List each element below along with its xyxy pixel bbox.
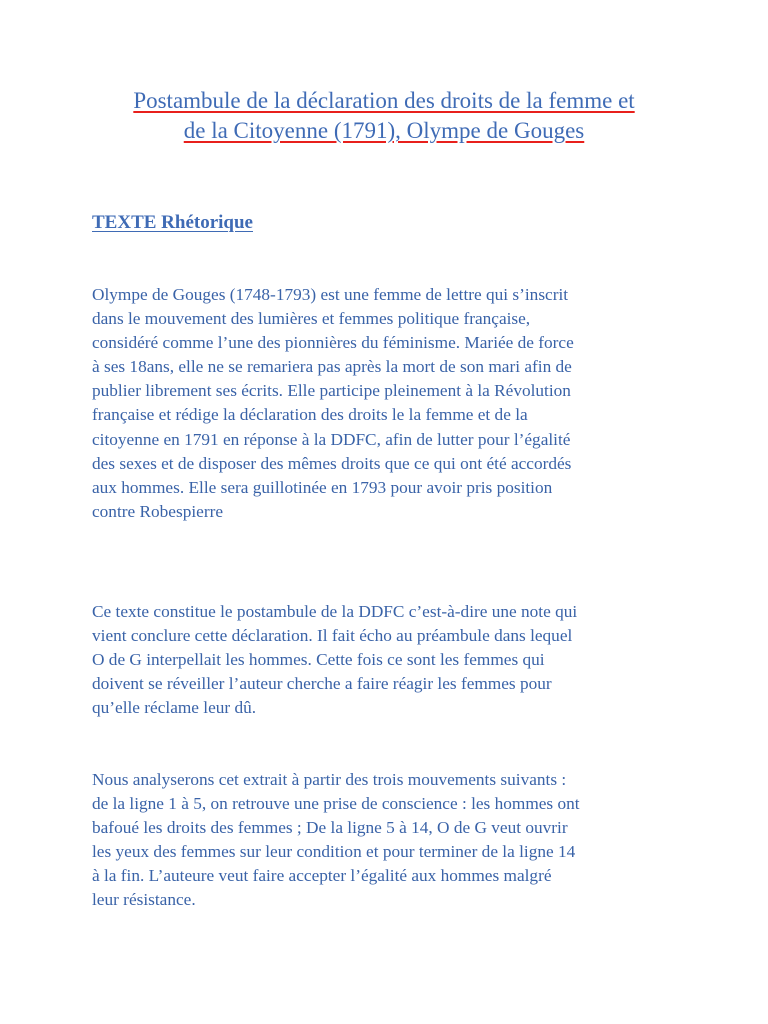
paragraph-line: dans le mouvement des lumières et femmes politique française, (92, 309, 531, 329)
paragraph-line: leur résistance. (92, 890, 196, 910)
paragraph-context (92, 600, 692, 720)
paragraph-line: Ce texte constitue le postambule de la DDFC c’est-à-dire une note qui (92, 602, 578, 621)
paragraph-line: considéré comme l’une des pionnières du féminisme. Mariée de force (92, 333, 574, 353)
paragraph-line: bafoué les droits des femmes ; De la ligne 5 à 14, O de G veut ouvrir (92, 818, 568, 838)
title-line-1: Postambule de la déclaration des droits de la femme et (133, 88, 635, 113)
paragraph-line: Olympe de Gouges (1748-1793) est une femme de lettre qui s’inscrit (92, 285, 569, 304)
paragraph-line: des sexes et de disposer des mêmes droits que ce qui ont été accordés (92, 453, 572, 473)
paragraph-biography (92, 283, 692, 524)
paragraph-line: contre Robespierre (92, 501, 223, 521)
paragraph-line: les yeux des femmes sur leur condition et pour terminer de la ligne 14 (92, 842, 576, 862)
paragraph-line: à ses 18ans, elle ne se remariera pas après la mort de son mari afin de (92, 357, 572, 377)
document-title (0, 86, 768, 146)
paragraph-line: qu’elle réclame leur dû. (92, 698, 257, 718)
paragraph-line: française et rédige la déclaration des droits le la femme et de la (92, 405, 528, 425)
paragraph-line: aux hommes. Elle sera guillotinée en 1793 pour avoir pris position (92, 477, 553, 497)
title-line-2: de la Citoyenne (1791), Olympe de Gouges (183, 118, 585, 143)
paragraph-line: doivent se réveiller l’auteur cherche a faire réagir les femmes pour (92, 674, 552, 694)
paragraph-plan (92, 768, 692, 913)
paragraph-line: O de G interpellait les hommes. Cette fois ce sont les femmes qui (92, 650, 545, 670)
paragraph-line: vient conclure cette déclaration. Il fait écho au préambule dans lequel (92, 626, 573, 646)
paragraph-line: à la fin. L’auteure veut faire accepter l’égalité aux hommes malgré (92, 866, 552, 886)
paragraph-line: Nous analyserons cet extrait à partir des trois mouvements suivants : (92, 770, 567, 789)
paragraph-line: de la ligne 1 à 5, on retrouve une prise de conscience : les hommes ont (92, 794, 580, 814)
paragraph-line: publier librement ses écrits. Elle participe pleinement à la Révolution (92, 381, 571, 401)
paragraph-line: citoyenne en 1791 en réponse à la DDFC, afin de lutter pour l’égalité (92, 429, 571, 449)
section-heading: TEXTE Rhétorique (92, 212, 253, 233)
